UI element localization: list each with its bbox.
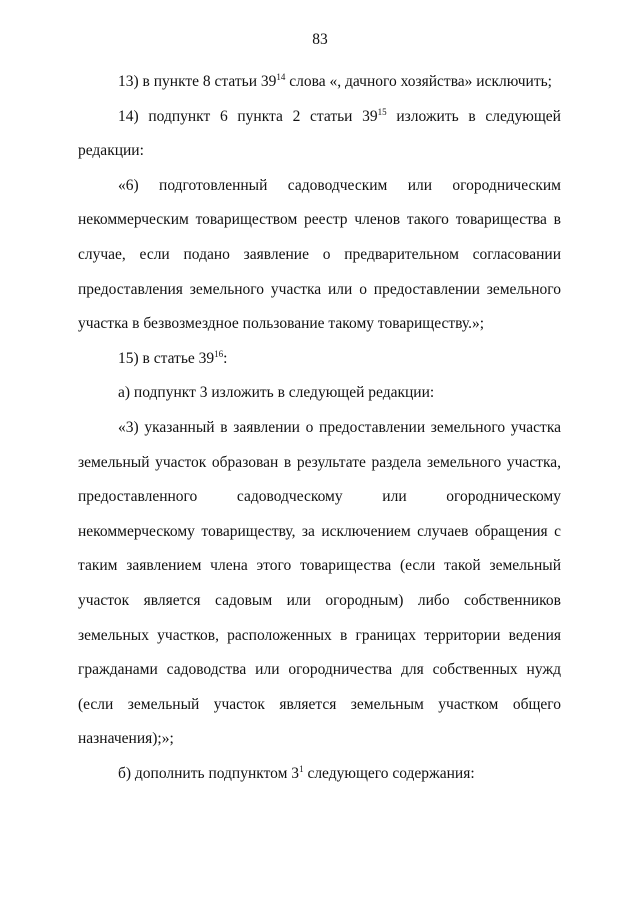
page-number: 83: [312, 31, 328, 48]
paragraph-2: [78, 100, 561, 169]
paragraph-text: 14) подпункт 6 пункта 2 статьи 39: [118, 107, 378, 125]
paragraph-text: «3) указанный в заявлении о предоставлении земельного участка земельный участок образован в результате раздела земельного участка, предоставленного садоводческому или огородническому некоммерческому товариществу, за исключением случаев обращения с таким заявлением члена этого товарищества (если такой земельный участок является садовым или огородным) либо собственников земельных участков, расположенных в границах территории ведения гражданами садоводства или огородничества для собственных нужд (если земельный участок является земельным участком общего назначения);»;: [78, 418, 561, 748]
paragraph-5: [78, 376, 561, 411]
paragraph-text: 13) в пункте 8 статьи 39: [118, 73, 277, 90]
superscript-index: 1: [299, 763, 304, 774]
superscript-index: 16: [214, 348, 224, 359]
paragraph-text: 15) в статье 39: [118, 349, 215, 367]
paragraph-6: [78, 411, 561, 757]
superscript-index: 15: [377, 106, 387, 117]
paragraph-1: [78, 65, 561, 100]
document-body: [78, 65, 561, 791]
paragraph-text: :: [223, 349, 228, 367]
paragraph-text: «6) подготовленный садоводческим или огородническим некоммерческим товариществом реестр членов такого товарищества в случае, если подано заявление о предварительном согласовании предоставления земельного участка или о предоставлении земельного участка в безвозмездное пользование такому товариществу.»;: [78, 176, 561, 333]
paragraph-4: [78, 342, 561, 377]
paragraph-text: а) подпункт 3 изложить в следующей редакции:: [118, 384, 435, 402]
paragraph-text: изложить в следующей редакции:: [78, 107, 561, 160]
paragraph-7: [78, 757, 561, 792]
paragraph-text: следующего содержания:: [303, 764, 475, 782]
paragraph-3: [78, 169, 561, 342]
superscript-index: 14: [276, 72, 286, 82]
paragraph-text: б) дополнить подпунктом 3: [118, 764, 300, 782]
paragraph-text: слова «, дачного хозяйства» исключить;: [285, 73, 552, 90]
